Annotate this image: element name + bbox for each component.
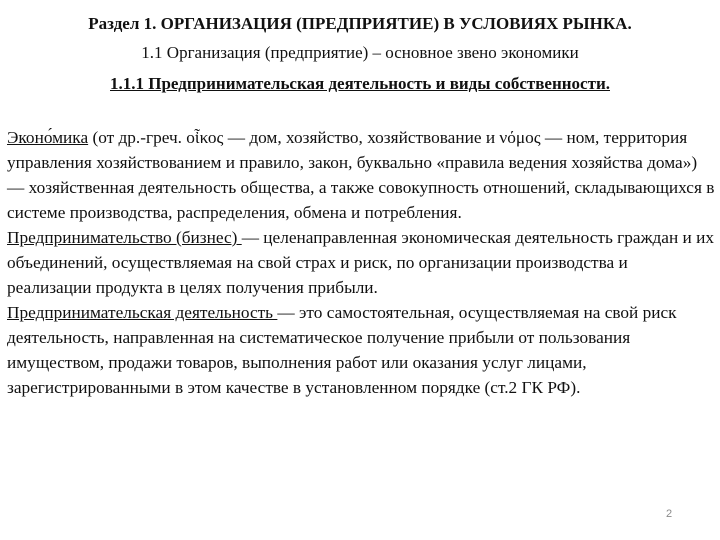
term-economics: Эконо́мика xyxy=(7,128,89,147)
subsubsection-title-text: 1.1.1 Предпринимательская деятельность и виды собственности. xyxy=(110,74,610,93)
section-title: Раздел 1. ОРГАНИЗАЦИЯ (ПРЕДПРИЯТИЕ) В УСЛОВИЯХ РЫНКА. xyxy=(88,14,632,33)
term-entrepreneurial-activity: Предпринимательская деятельность xyxy=(7,303,278,322)
definition-entrepreneurial-activity: — это самостоятельная, осуществляемая на свой риск деятельность, направленная на систематическое получение прибыли от пользования имуществом, продажи товаров, выполнения работ или оказания услуг лицами, зарегистрированными в этом качестве в установленном порядке (ст.2 ГК РФ). xyxy=(7,303,677,397)
term-entrepreneurship: Предпринимательство (бизнес) xyxy=(7,228,242,247)
definition-entrepreneurship: — целенаправленная экономическая деятельность граждан и их объединений, осуществляемая на свой страх и риск, по организации производства и реализации продукта в целях получения прибыли. xyxy=(7,228,714,297)
paragraph-economics xyxy=(7,125,715,225)
paragraph-entrepreneurial-activity xyxy=(7,300,715,400)
subsubsection-title xyxy=(0,72,720,96)
subsection-title: 1.1 Организация (предприятие) – основное звено экономики xyxy=(141,43,579,62)
body-text xyxy=(7,125,715,400)
page-number: 2 xyxy=(666,508,673,520)
definition-economics: (от др.-греч. οἶκος — дом, хозяйство, хозяйствование и νόμος — ном, территория управления хозяйствованием и правило, закон, буквально «правила ведения хозяйства дома») — хозяйственная деятельность общества, а также совокупность отношений, складывающихся в системе производства, распределения, обмена и потребления. xyxy=(7,128,715,222)
paragraph-entrepreneurship xyxy=(7,225,715,300)
